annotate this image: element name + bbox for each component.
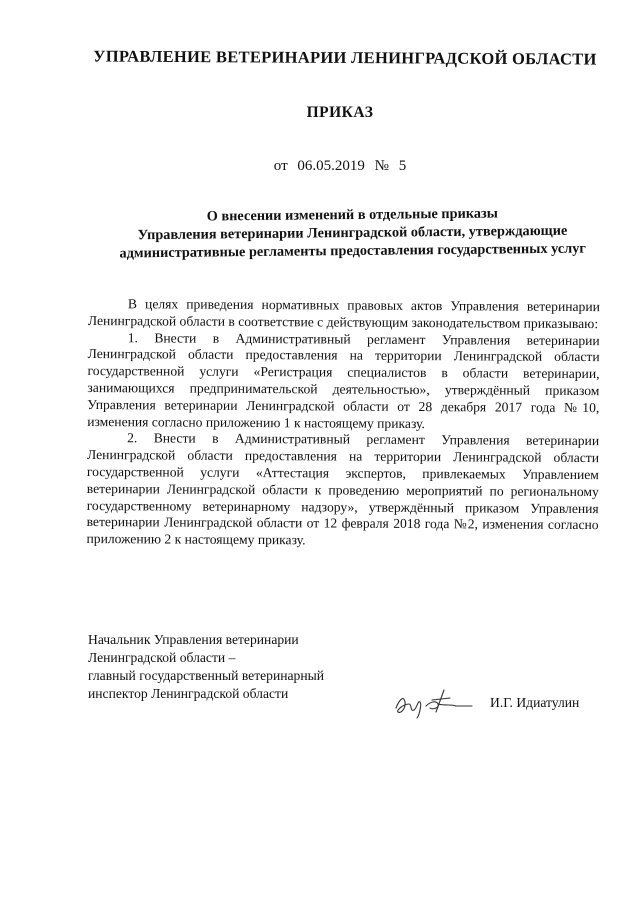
- number-sign: №: [374, 158, 389, 174]
- subject-line: О внесении изменений в отдельные приказы: [206, 205, 498, 225]
- order-subject: [80, 203, 626, 263]
- order-date-line: [0, 158, 640, 175]
- signer-position: [88, 631, 378, 703]
- signer-position-line: инспектор Ленинградской области: [88, 686, 289, 701]
- organization-title: УПРАВЛЕНИЕ ВЕТЕРИНАРИИ ЛЕНИНГРАДСКОЙ ОБЛАСТИ: [93, 46, 597, 69]
- date-prefix: от: [273, 158, 288, 174]
- order-body: [86, 296, 600, 551]
- preamble-paragraph: В целях приведения нормативных правовых актов Управления ветеринарии Ленинградской области в соответствие с действующим законодательством приказываю:: [87, 296, 600, 331]
- clause-1-paragraph: 1. Внести в Административный регламент Управления ветеринарии Ленинградской области предоставления на территории Ленинградской области государственной услуги «Регистрация специалистов в области ветеринарии, занимающихся предпринимательской деятельностью», утверждённый приказом Управления ветеринарии Ленинградской области от 28 декабря 2017 года №10, изменения согласно приложению 1 к настоящему приказу.: [87, 329, 600, 431]
- handwritten-signature: [392, 682, 474, 722]
- signer-name: И.Г. Идиатулин: [490, 695, 580, 710]
- order-number: 5: [398, 158, 407, 174]
- order-date: 06.05.2019: [297, 158, 365, 174]
- signer-position-line: главный государственный ветеринарный: [88, 668, 325, 683]
- signer-position-line: Ленинградской области –: [88, 650, 236, 665]
- subject-line: Управления ветеринарии Ленинградской области, утверждающие: [137, 222, 568, 244]
- signer-position-line: Начальник Управления ветеринарии: [88, 632, 299, 647]
- subject-line: административные регламенты предоставления государственных услуг: [119, 240, 586, 262]
- document-type-title: ПРИКАЗ: [306, 104, 374, 121]
- clause-2-paragraph: 2. Внести в Административный регламент Управления ветеринарии Ленинградской области предоставления на территории Ленинградской области государственной услуги «Аттестация экспертов, привлекаемых Управлением ветеринарии Ленинградской области к проведению мероприятий по региональному государственному ветеринарному надзору», утверждённый приказом Управления ветеринарии Ленинградской области от 12 февраля 2018 года №2, изменения согласно приложению 2 к настоящему приказу.: [86, 430, 600, 548]
